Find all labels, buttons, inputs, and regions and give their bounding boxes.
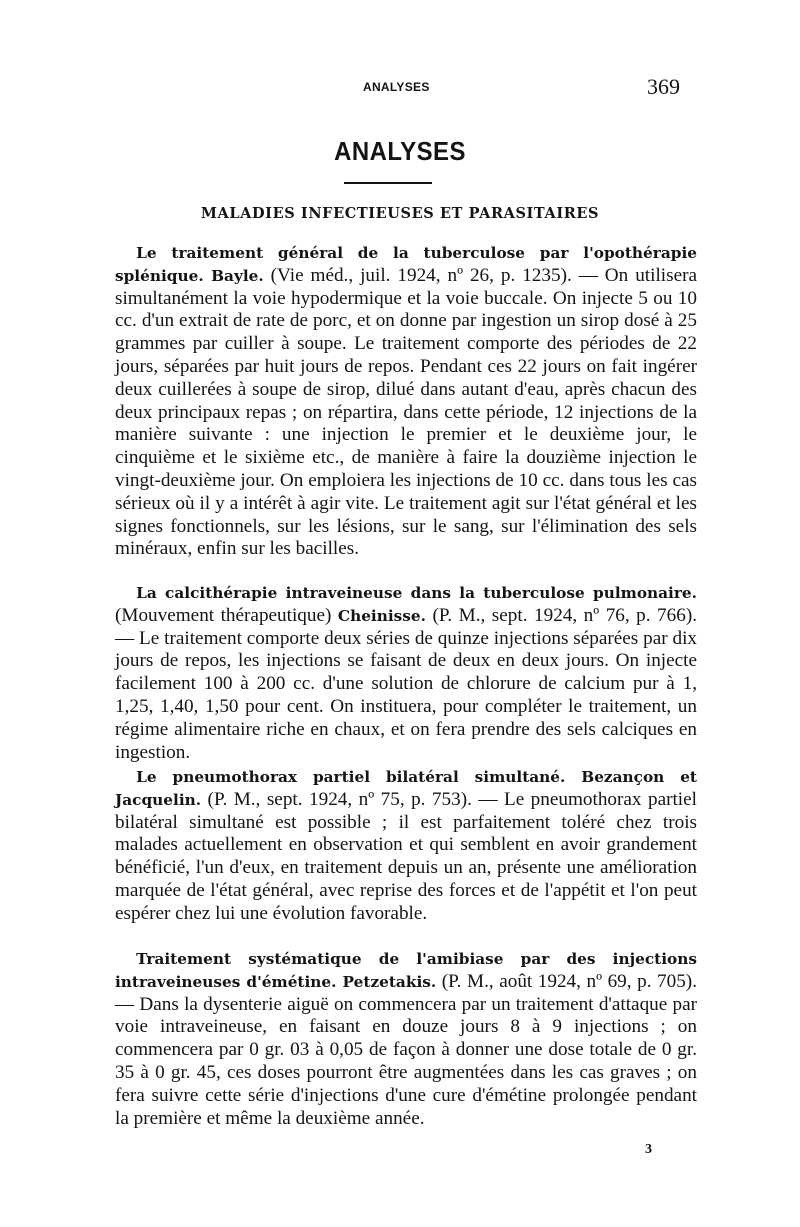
article-source: (Vie méd., juil. 1924, nº 26, p. 1235). bbox=[270, 264, 572, 286]
article-pneumothorax bbox=[115, 766, 697, 926]
article-paragraph bbox=[115, 948, 697, 1130]
article-paragraph bbox=[115, 582, 697, 764]
title-rule bbox=[344, 182, 432, 184]
article-lead: Le traitement général de la tuberculose par l'opothérapie splénique. Bayle. bbox=[115, 244, 697, 285]
page-title: ANALYSES bbox=[334, 136, 466, 166]
article-lead: Le pneumothorax partiel bilatéral simultané. Bezançon et Jacquelin. bbox=[115, 768, 697, 809]
article-source: (P. M., sept. 1924, nº 76, p. 766). bbox=[425, 604, 698, 626]
section-heading: MALADIES INFECTIEUSES ET PARASITAIRES bbox=[200, 205, 600, 222]
article-body: — Dans la dysenterie aiguë on commencera par un traitement d'attaque par voie intraveineuse, en faisant en douze jours 8 à 9 injections ; on commencera par 0 gr. 03 à 0,05 de façon à donner une dose totale de 0 gr. 35 à 0 gr. 45, ces doses pourront être augmentées dans les cas graves ; on fera suivre cette série d'injections d'une cure d'émétine prolongée pendant la première et même la deuxième année. bbox=[115, 993, 697, 1129]
article-body: — On utilisera simultanément la voie hypodermique et la voie buccale. On injecte 5 ou 10 cc. d'un extrait de rate de porc, et on donne par ingestion un sirop dosé à 25 grammes par cuiller à soupe. Le traitement comporte des périodes de 22 jours, séparées par huit jours de repos. Pendant ces 22 jours on fait ingérer deux cuillerées à soupe de sirop, dilué dans autant d'eau, après chacun des deux principaux repas ; on répartira, dans cette période, 12 injections de la manière suivante : une injection le premier et le deuxième jour, le cinquième et le sixième etc., de manière à faire la douzième injection le vingt-deuxième jour. On emploiera les injections de 10 cc. dans tous les cas sérieux où il y a intérêt à agir vite. Le traitement agit sur l'état général et les signes fonctionnels, sur les lésions, sur le sang, sur l'élimination des sels minéraux, enfin sur les bacilles. bbox=[115, 264, 697, 560]
article-body: — Le pneumothorax partiel bilatéral simultané est possible ; il est parfaitement toléré chez trois malades actuellement en observation et qui semblent en avoir grandement bénéficié, l'un d'eux, en traitement depuis un an, présente une amélioration marquée de l'état général, avec reprise des forces et de l'appétit et l'on peut espérer chez lui une évolution favorable. bbox=[115, 788, 697, 924]
page-number: 369 bbox=[647, 74, 680, 99]
signature-mark: 3 bbox=[645, 1142, 652, 1157]
running-head: ANALYSES bbox=[363, 80, 430, 94]
article-paragraph bbox=[115, 766, 697, 926]
article-lead: Traitement systématique de l'amibiase par des injections intraveineuses d'émétine. Petzetakis. bbox=[115, 950, 697, 991]
article-source: (P. M., sept. 1924, nº 75, p. 753). bbox=[201, 788, 472, 810]
article-calcitherapie bbox=[115, 582, 697, 764]
article-pre: (Mouvement thérapeutique) bbox=[115, 604, 338, 626]
article-body: — Le traitement comporte deux séries de quinze injections séparées par dix jours de repos, les injections se faisant de deux en deux jours. On injecte facilement 100 à 200 cc. d'une solution de chlorure de calcium pur à 1, 1,25, 1,40, 1,50 pour cent. On instituera, pour compléter le traitement, un régime alimentaire riche en chaux, et on fera prendre des sels calciques en ingestion. bbox=[115, 627, 697, 763]
article-lead: La calcithérapie intraveineuse dans la tuberculose pulmonaire. bbox=[136, 584, 697, 602]
article-author: Cheinisse. bbox=[337, 606, 426, 625]
article-paragraph bbox=[115, 242, 697, 561]
article-amibiase bbox=[115, 948, 697, 1130]
article-tuberculose-splenique bbox=[115, 242, 697, 561]
article-source: (P. M., août 1924, nº 69, p. 705). bbox=[436, 970, 697, 992]
